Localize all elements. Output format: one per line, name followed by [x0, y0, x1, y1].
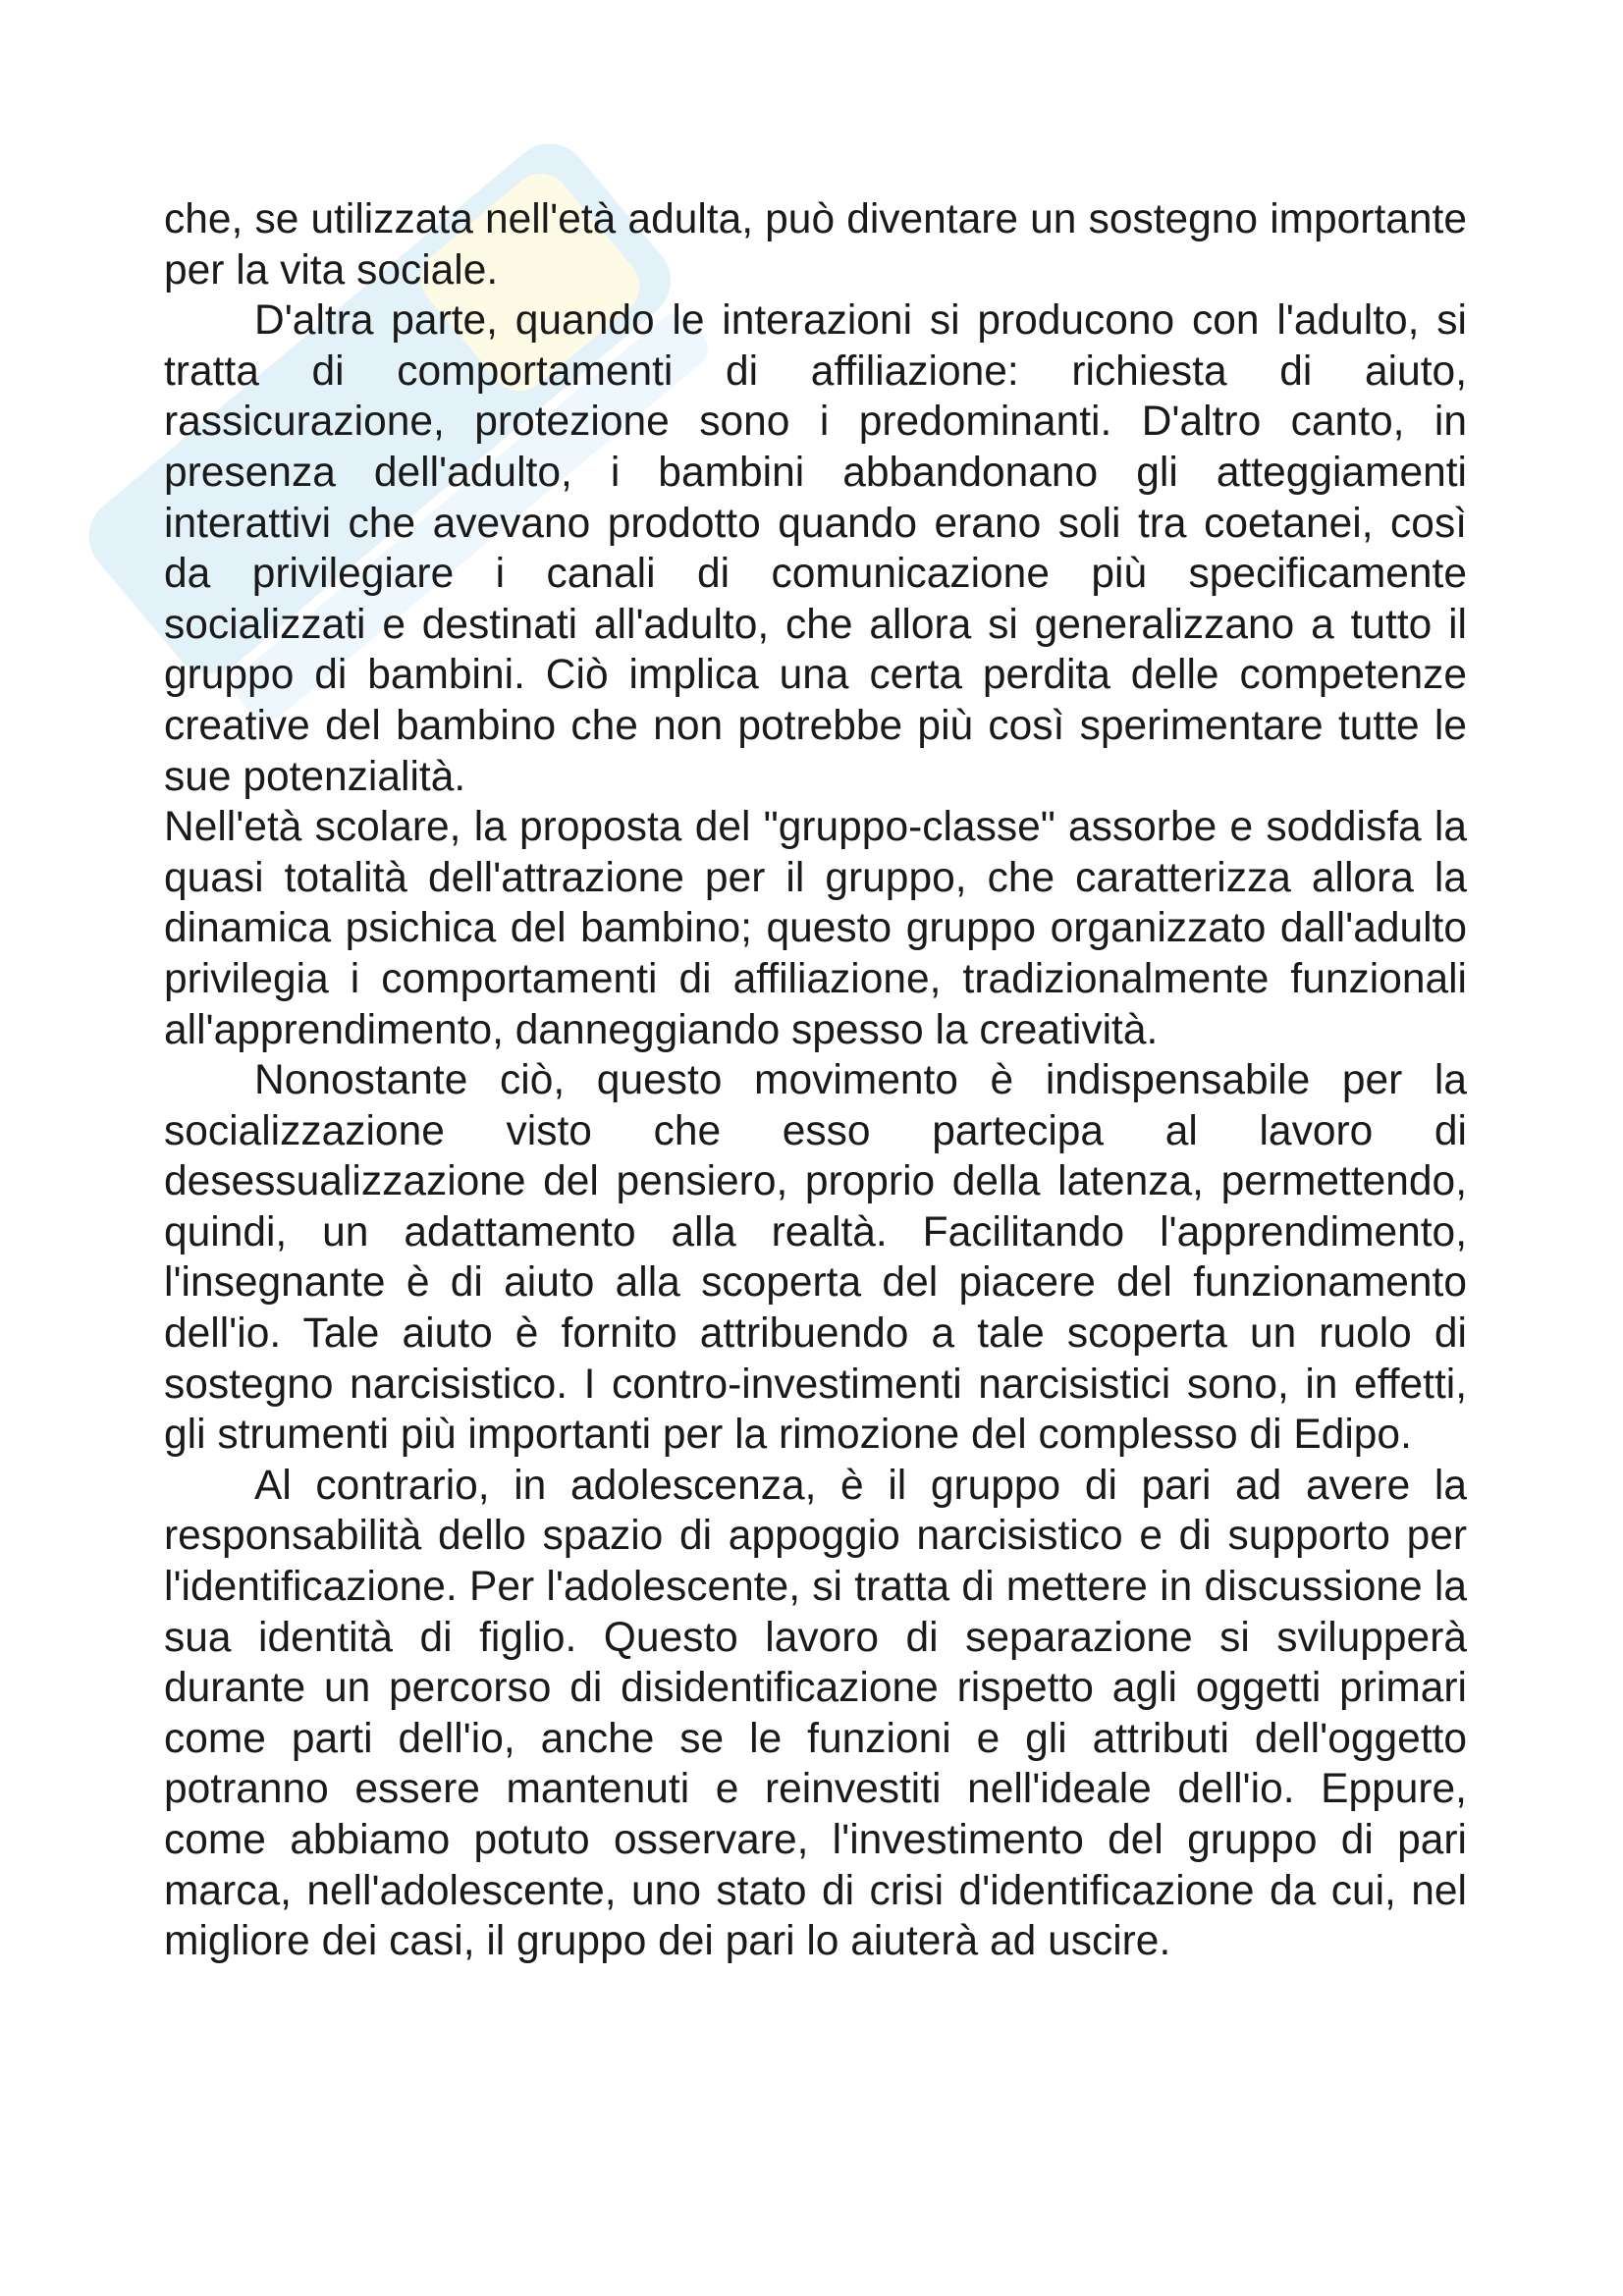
paragraph: D'altra parte, quando le interazioni si producono con l'adulto, si tratta di comportamenti di affiliazione: richiesta di aiuto, rassicurazione, protezione sono i predominanti. D'altro canto, in presenza dell'adulto, i bambini abbandonano gli atteggiamenti interattivi che avevano prodotto quando erano soli tra coetanei, così da privilegiare i canali di comunicazione più specificamente socializzati e destinati all'adulto, che allora si generalizzano a tutto il gruppo di bambini. Ciò implica una certa perdita delle competenze creative del bambino che non potrebbe più così sperimentare tutte le sue potenzialità. — [164, 297, 1467, 800]
paragraph: Nonostante ciò, questo movimento è indispensabile per la socializzazione visto che esso partecipa al lavoro di desessualizzazione del pensiero, proprio della latenza, permettendo, quindi, un adattamento alla realtà. Facilitando l'apprendimento, l'insegnante è di aiuto alla scoperta del piacere del funzionamento dell'io. Tale aiuto è fornito attribuendo a tale scoperta un ruolo di sostegno narcisistico. I contro-investimenti narcisistici sono, in effetti, gli strumenti più importanti per la rimozione del complesso di Edipo. — [164, 1057, 1467, 1459]
paragraph: Nell'età scolare, la proposta del "gruppo-classe" assorbe e soddisfa la quasi totalità dell'attrazione per il gruppo, che caratterizza allora la dinamica psichica del bambino; questo gruppo organizzato dall'adulto privilegia i comportamenti di affiliazione, tradizionalmente funzionali all'apprendimento, danneggiando spesso la creatività. — [164, 804, 1467, 1053]
paragraph: che, se utilizzata nell'età adulta, può diventare un sostegno importante per la vita sociale. — [164, 196, 1467, 294]
body-text — [164, 194, 1467, 1967]
paragraph: Al contrario, in adolescenza, è il gruppo di pari ad avere la responsabilità dello spazio di appoggio narcisistico e di supporto per l'identificazione. Per l'adolescente, si tratta di mettere in discussione la sua identità di figlio. Questo lavoro di separazione si svilupperà durante un percorso di disidentificazione rispetto agli oggetti primari come parti dell'io, anche se le funzioni e gli attributi dell'oggetto potranno essere mantenuti e reinvestiti nell'ideale dell'io. Eppure, come abbiamo potuto osservare, l'investimento del gruppo di pari marca, nell'adolescente, uno stato di crisi d'identificazione da cui, nel migliore dei casi, il gruppo dei pari lo aiuterà ad uscire. — [164, 1462, 1467, 1965]
